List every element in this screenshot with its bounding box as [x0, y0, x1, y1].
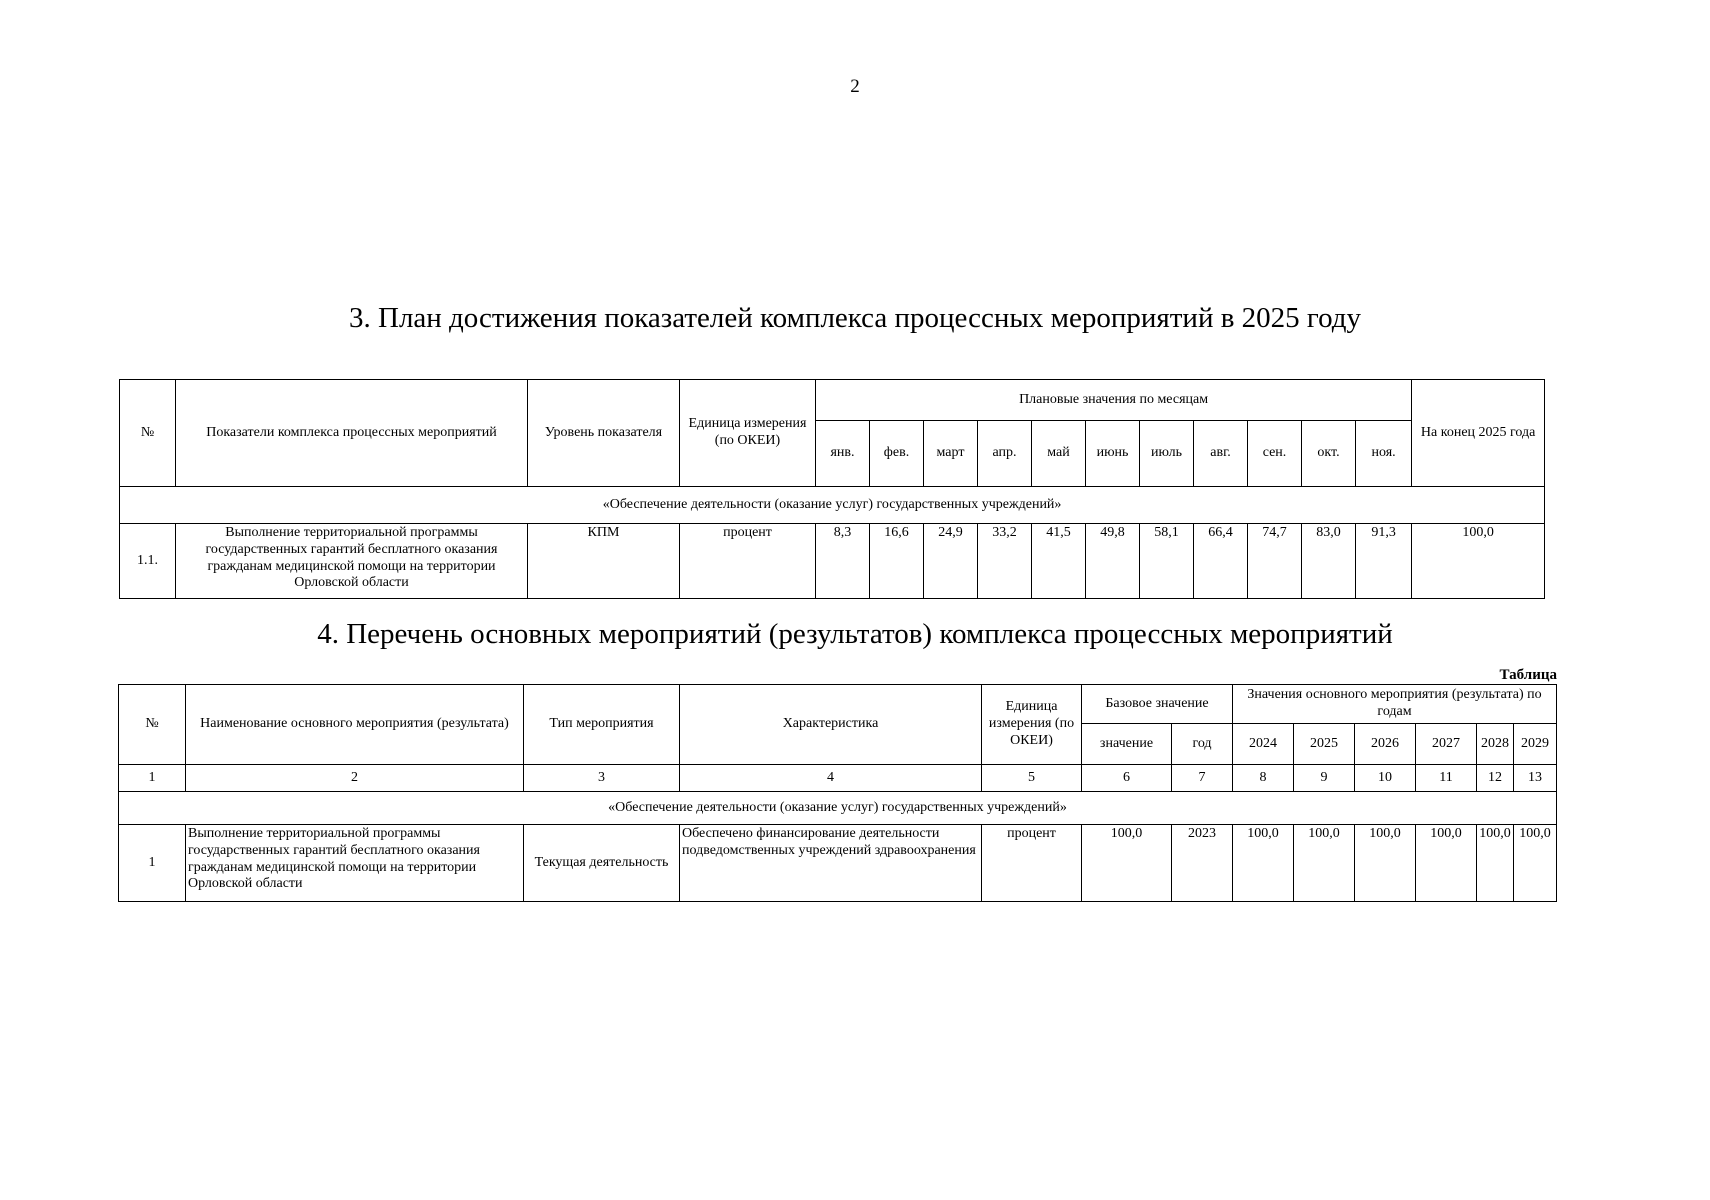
header-base-value: значение	[1082, 724, 1172, 765]
header-year: 2026	[1355, 724, 1416, 765]
header-by-years: Значения основного мероприятия (результата) по годам	[1233, 685, 1557, 724]
row-base-value: 100,0	[1082, 825, 1172, 902]
row-year-end: 100,0	[1412, 524, 1545, 599]
header-month: июнь	[1086, 421, 1140, 487]
row-month-value: 24,9	[924, 524, 978, 599]
header-month: март	[924, 421, 978, 487]
header-year: 2027	[1416, 724, 1477, 765]
table-row	[120, 524, 1545, 599]
header-month: сен.	[1248, 421, 1302, 487]
header-base: Базовое значение	[1082, 685, 1233, 724]
row-unit: процент	[680, 524, 816, 599]
column-number: 4	[680, 765, 982, 792]
column-number: 6	[1082, 765, 1172, 792]
row-base-year: 2023	[1172, 825, 1233, 902]
indicators-plan-table	[119, 379, 1545, 599]
header-year: 2028	[1477, 724, 1514, 765]
column-number: 3	[524, 765, 680, 792]
header-unit: Единица измерения (по ОКЕИ)	[982, 685, 1082, 765]
row-month-value: 83,0	[1302, 524, 1356, 599]
column-number: 2	[186, 765, 524, 792]
row-month-value: 16,6	[870, 524, 924, 599]
row-month-value: 49,8	[1086, 524, 1140, 599]
header-base-year: год	[1172, 724, 1233, 765]
column-number: 12	[1477, 765, 1514, 792]
row-num: 1.1.	[120, 524, 176, 599]
row-year-value: 100,0	[1477, 825, 1514, 902]
main-activities-table	[118, 684, 1557, 902]
header-month: ноя.	[1356, 421, 1412, 487]
row-level: КПМ	[528, 524, 680, 599]
row-characteristic: Обеспечено финансирование деятельности подведомственных учреждений здравоохранения	[680, 825, 982, 902]
header-month: июль	[1140, 421, 1194, 487]
row-year-value: 100,0	[1294, 825, 1355, 902]
header-indicator: Показатели комплекса процессных мероприятий	[176, 380, 528, 487]
row-month-value: 66,4	[1194, 524, 1248, 599]
header-year: 2025	[1294, 724, 1355, 765]
row-name: Выполнение территориальной программы государственных гарантий бесплатного оказания гражданам медицинской помощи на территории Орловской области	[186, 825, 524, 902]
header-month: фев.	[870, 421, 924, 487]
header-monthly: Плановые значения по месяцам	[816, 380, 1412, 421]
column-number: 10	[1355, 765, 1416, 792]
row-month-value: 58,1	[1140, 524, 1194, 599]
header-month: май	[1032, 421, 1086, 487]
row-year-value: 100,0	[1416, 825, 1477, 902]
table-row	[119, 825, 1557, 902]
row-name: Выполнение территориальной программы государственных гарантий бесплатного оказания гражданам медицинской помощи на территории Орловской области	[176, 524, 528, 599]
page-number: 2	[850, 76, 860, 97]
header-month: авг.	[1194, 421, 1248, 487]
header-characteristic: Характеристика	[680, 685, 982, 765]
column-number: 7	[1172, 765, 1233, 792]
header-level: Уровень показателя	[528, 380, 680, 487]
column-numbers-row	[119, 765, 1557, 792]
header-year: 2029	[1514, 724, 1557, 765]
header-num: №	[120, 380, 176, 487]
row-month-value: 74,7	[1248, 524, 1302, 599]
row-month-value: 8,3	[816, 524, 870, 599]
row-type: Текущая деятельность	[524, 825, 680, 902]
column-number: 1	[119, 765, 186, 792]
row-num: 1	[119, 825, 186, 902]
row-year-value: 100,0	[1233, 825, 1294, 902]
header-month: апр.	[978, 421, 1032, 487]
column-number: 8	[1233, 765, 1294, 792]
row-year-value: 100,0	[1514, 825, 1557, 902]
section-row: «Обеспечение деятельности (оказание услуг) государственных учреждений»	[120, 487, 1545, 524]
section-4-title: 4. Перечень основных мероприятий (результатов) комплекса процессных мероприятий	[317, 618, 1393, 650]
header-year: 2024	[1233, 724, 1294, 765]
table-caption: Таблица	[1499, 667, 1557, 683]
section-row: «Обеспечение деятельности (оказание услуг) государственных учреждений»	[119, 792, 1557, 825]
column-number: 9	[1294, 765, 1355, 792]
row-year-value: 100,0	[1355, 825, 1416, 902]
row-month-value: 91,3	[1356, 524, 1412, 599]
header-num: №	[119, 685, 186, 765]
header-month: янв.	[816, 421, 870, 487]
header-type: Тип мероприятия	[524, 685, 680, 765]
header-name: Наименование основного мероприятия (результата)	[186, 685, 524, 765]
column-number: 13	[1514, 765, 1557, 792]
header-year-end: На конец 2025 года	[1412, 380, 1545, 487]
section-3-title: 3. План достижения показателей комплекса процессных мероприятий в 2025 году	[349, 302, 1361, 334]
row-month-value: 41,5	[1032, 524, 1086, 599]
column-number: 5	[982, 765, 1082, 792]
header-month: окт.	[1302, 421, 1356, 487]
row-unit: процент	[982, 825, 1082, 902]
column-number: 11	[1416, 765, 1477, 792]
row-month-value: 33,2	[978, 524, 1032, 599]
header-unit: Единица измерения (по ОКЕИ)	[680, 380, 816, 487]
